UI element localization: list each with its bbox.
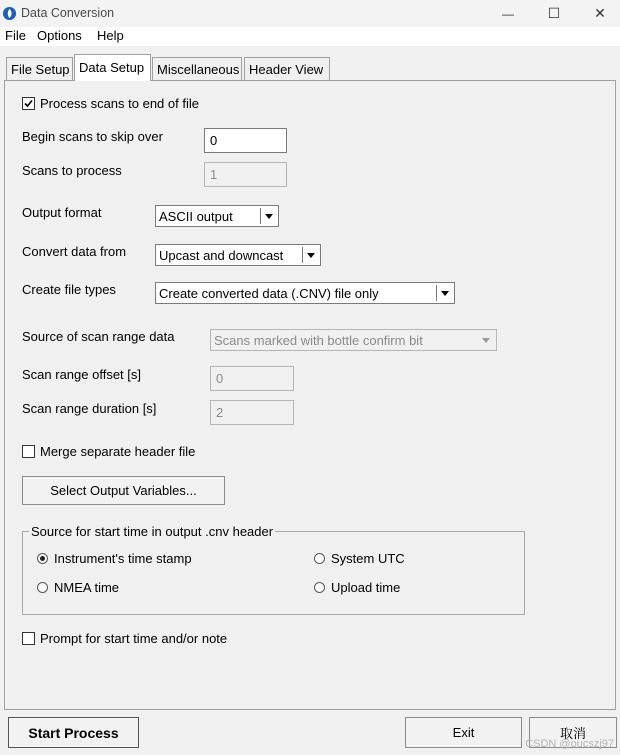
minimize-button[interactable] (485, 0, 531, 27)
chevron-down-icon (478, 332, 494, 348)
file-types-label: Create file types (22, 282, 116, 297)
chevron-down-icon (436, 285, 452, 301)
radio-instrument-time[interactable] (37, 553, 48, 564)
radio-system-utc-label: System UTC (331, 551, 405, 566)
menu-file[interactable]: File (5, 28, 26, 43)
scan-range-offset-label: Scan range offset [s] (22, 367, 141, 382)
prompt-start-time-label: Prompt for start time and/or note (40, 631, 228, 646)
output-format-label: Output format (22, 205, 102, 220)
close-button[interactable] (577, 0, 620, 27)
minimize-icon: — (502, 6, 514, 21)
begin-scans-label: Begin scans to skip over (22, 129, 163, 144)
process-to-end-checkbox[interactable] (22, 97, 35, 110)
app-icon (2, 6, 17, 21)
scan-range-source-value: Scans marked with bottle confirm bit (214, 333, 423, 348)
start-time-source-title: Source for start time in output .cnv header (31, 524, 274, 539)
start-time-source-group (22, 531, 525, 615)
tab-file-setup[interactable]: File Setup (6, 57, 73, 80)
exit-button[interactable]: Exit (405, 717, 522, 748)
file-types-select[interactable] (155, 282, 455, 304)
check-icon (23, 98, 34, 109)
convert-data-value: Upcast and downcast (159, 248, 284, 263)
scan-range-source-label: Source of scan range data (22, 329, 175, 344)
radio-upload-time[interactable] (314, 582, 325, 593)
select-output-variables-button[interactable]: Select Output Variables... (22, 476, 225, 505)
begin-scans-input[interactable]: 0 (204, 128, 287, 153)
radio-nmea-time-label: NMEA time (54, 580, 120, 595)
file-types-value: Create converted data (.CNV) file only (159, 286, 379, 301)
radio-system-utc[interactable] (314, 553, 325, 564)
tab-miscellaneous[interactable]: Miscellaneous (152, 57, 242, 80)
scan-range-duration-input[interactable]: 2 (210, 400, 294, 425)
scans-to-process-label: Scans to process (22, 163, 122, 178)
scans-to-process-input[interactable]: 1 (204, 162, 287, 187)
process-to-end-label: Process scans to end of file (40, 96, 199, 111)
window-title: Data Conversion (21, 6, 115, 20)
radio-selected-dot (40, 556, 45, 561)
tab-data-setup[interactable]: Data Setup (74, 54, 151, 81)
cancel-button[interactable]: 取消 (529, 717, 617, 748)
menu-help[interactable]: Help (97, 28, 124, 43)
chevron-down-icon (260, 208, 276, 224)
scan-range-offset-input[interactable]: 0 (210, 366, 294, 391)
chevron-down-icon (302, 247, 318, 263)
scan-range-source-select[interactable] (210, 329, 497, 351)
merge-header-checkbox[interactable] (22, 445, 35, 458)
menu-bar (0, 27, 620, 46)
convert-data-select[interactable] (155, 244, 321, 266)
maximize-button[interactable] (531, 0, 577, 27)
menu-options[interactable]: Options (37, 28, 82, 43)
maximize-icon: ☐ (547, 5, 561, 21)
watermark: CSDN @oucszj97 (525, 738, 614, 750)
scan-range-duration-label: Scan range duration [s] (22, 401, 157, 416)
output-format-value: ASCII output (159, 209, 233, 224)
radio-instrument-time-label: Instrument's time stamp (54, 551, 192, 566)
radio-nmea-time[interactable] (37, 582, 48, 593)
start-process-button[interactable]: Start Process (8, 717, 139, 748)
close-icon: ✕ (594, 5, 606, 21)
merge-header-label: Merge separate header file (40, 444, 196, 459)
convert-data-label: Convert data from (22, 244, 127, 259)
output-format-select[interactable] (155, 205, 279, 227)
tab-header-view[interactable]: Header View (244, 57, 330, 80)
radio-upload-time-label: Upload time (331, 580, 401, 595)
prompt-start-time-checkbox[interactable] (22, 632, 35, 645)
